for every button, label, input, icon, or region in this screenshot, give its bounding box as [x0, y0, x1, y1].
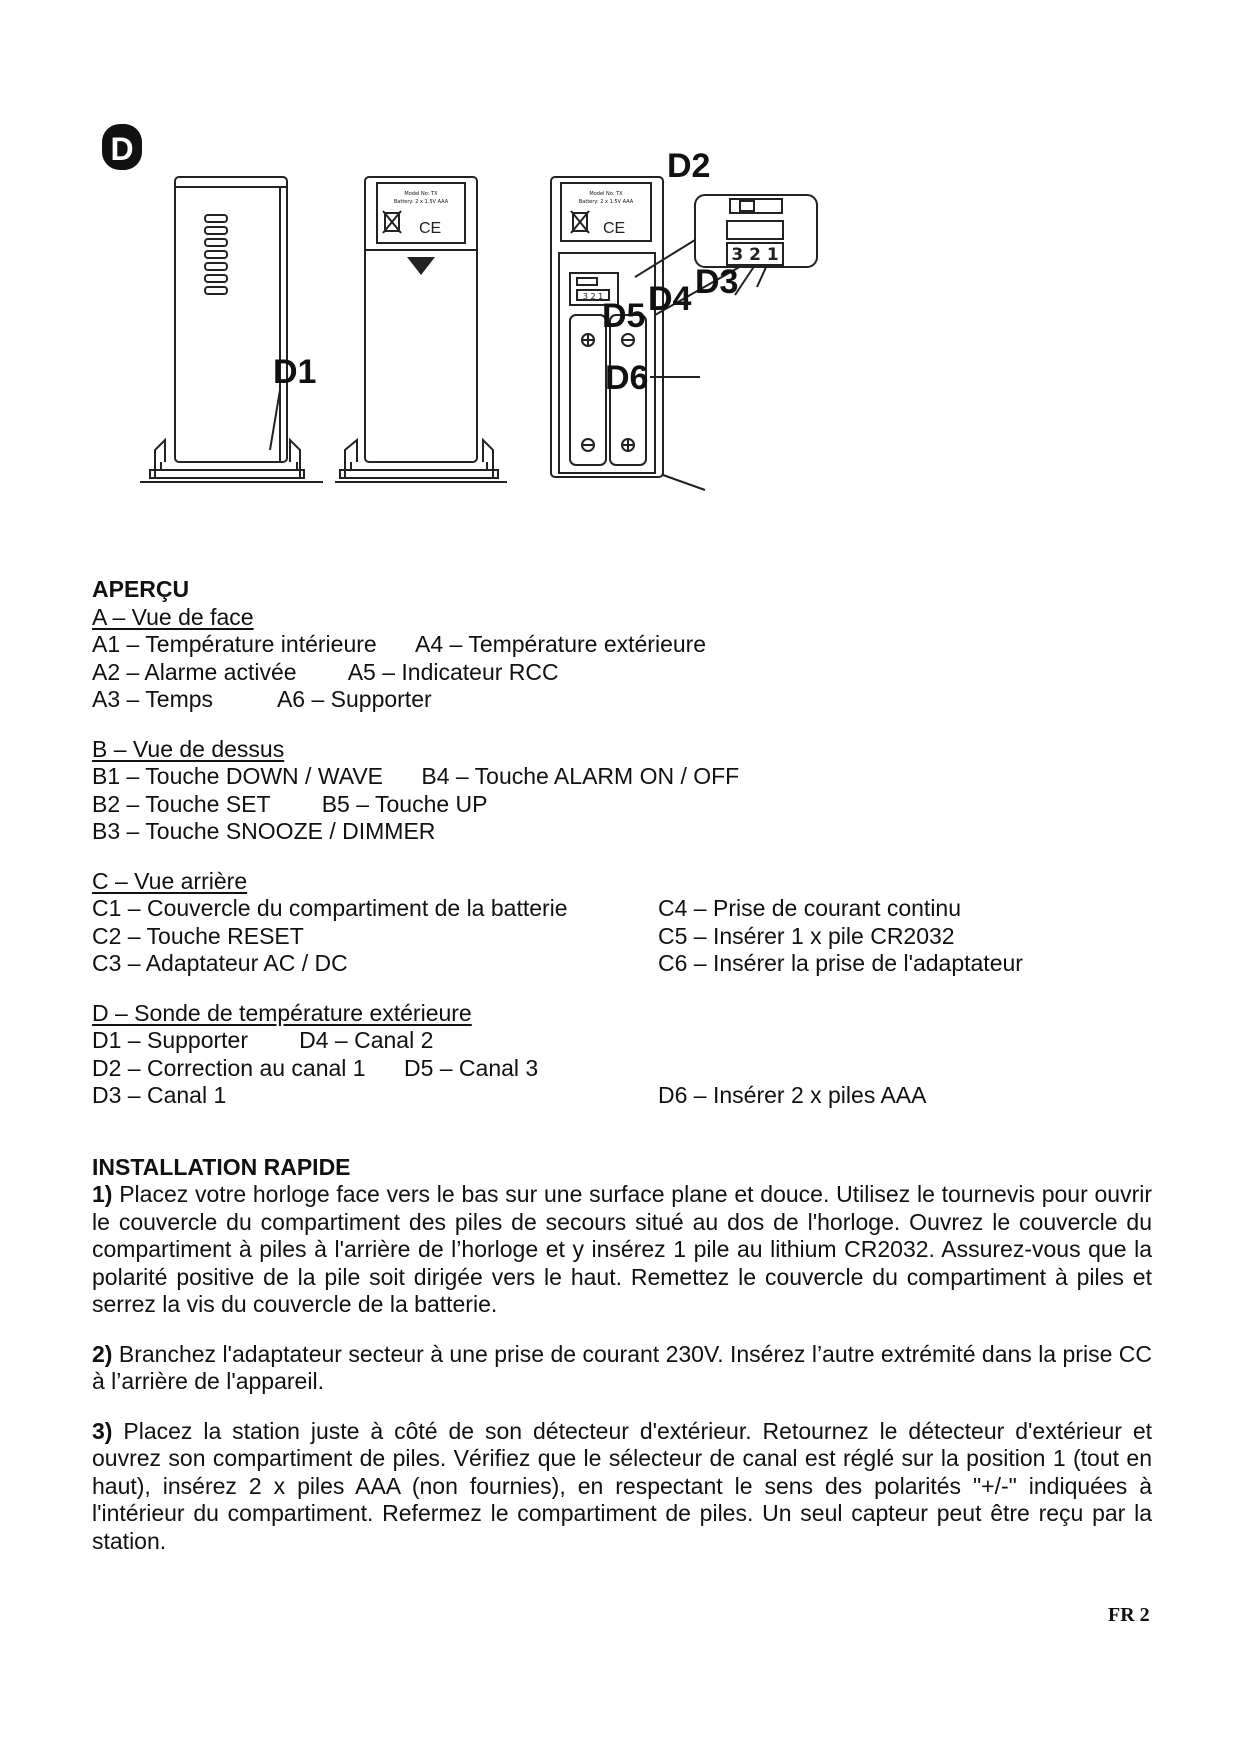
label-d3: D3 [695, 263, 739, 301]
section-d-row [92, 1027, 1152, 1055]
item-d3: D3 – Canal 1 [92, 1082, 227, 1108]
step-text: Branchez l'adaptateur secteur à une prise de courant 230V. Insérez l’autre extrémité dans la prise CC à l’arrière de l'appareil. [92, 1340, 1152, 1394]
section-d-heading: D – Sonde de température extérieure [92, 999, 472, 1026]
item-c2: C2 – Touche RESET [92, 922, 304, 949]
step-number: 3) [92, 1417, 113, 1444]
section-a-row [92, 659, 1152, 687]
label-d6: D6 [605, 359, 649, 397]
section-c-row [92, 923, 1152, 951]
step-number: 1) [92, 1181, 113, 1207]
ce-mark-icon: CE [419, 220, 442, 237]
step-text: Placez votre horloge face vers le bas sur une surface plane et douce. Utilisez le tournevis pour ouvrir le couvercle du compartiment des piles de secours situé au dos de l'horloge. Ouvrez le couvercle du compartiment à piles à l'arrière de l’horloge et y insérez 1 pile au lithium CR2032. Assurez-vous que la polarité positive de la pile soit dirigée vers le haut. Remettez le couvercle du compartiment à piles et serrez la vis du couvercle de la batterie. [92, 1181, 1152, 1317]
svg-text:Battery: 2 x 1.5V AAA: Battery: 2 x 1.5V AAA [393, 199, 449, 205]
step-number: 2) [92, 1340, 113, 1367]
item-a3: A3 – Temps [92, 686, 214, 712]
item-a2: A2 – Alarme activée [92, 658, 297, 685]
overview-title: APERÇU [92, 576, 190, 602]
section-c-row [92, 895, 1152, 923]
item-c5: C5 – Insérer 1 x pile CR2032 [658, 922, 955, 949]
section-badge-letter: D [110, 131, 134, 167]
label-d1: D1 [273, 353, 317, 391]
svg-text:CE: CE [603, 220, 626, 237]
item-b5: B5 – Touche UP [321, 790, 488, 817]
item-d1: D1 – Supporter [92, 1027, 248, 1053]
item-a1: A1 – Température intérieure [92, 631, 377, 657]
section-b-row [92, 791, 1152, 819]
channel-switch-zoom [270, 195, 817, 450]
item-c4: C4 – Prise de courant continu [658, 895, 962, 921]
installation-step-2 [92, 1341, 1152, 1396]
section-d-row [92, 1055, 1152, 1083]
section-badge [102, 124, 142, 170]
sensor-diagram [95, 115, 875, 545]
section-a-row [92, 686, 1152, 714]
label-d2: D2 [667, 147, 711, 185]
item-b4: B4 – Touche ALARM ON / OFF [421, 763, 740, 789]
sensor-front-view [140, 177, 323, 482]
item-b3: B3 – Touche SNOOZE / DIMMER [92, 818, 436, 844]
svg-text:3 2 1: 3 2 1 [582, 292, 604, 301]
page-number: FR 2 [1108, 1604, 1150, 1626]
item-c6: C6 – Insérer la prise de l'adaptateur [658, 950, 1023, 976]
item-d4: D4 – Canal 2 [299, 1027, 434, 1053]
item-c1: C1 – Couvercle du compartiment de la batterie [92, 895, 568, 921]
label-d5: D5 [602, 297, 646, 335]
installation-step-1 [92, 1181, 1152, 1319]
installation-step-3 [92, 1418, 1152, 1556]
section-c-row [92, 950, 1152, 978]
item-d5: D5 – Canal 3 [403, 1054, 539, 1081]
section-b-row [92, 818, 1152, 846]
installation-title: INSTALLATION RAPIDE [92, 1153, 351, 1180]
svg-text:Model No: TX: Model No: TX [404, 191, 438, 197]
section-b-heading: B – Vue de dessus [92, 735, 285, 762]
section-c-heading: C – Vue arrière [92, 867, 248, 894]
section-a-row [92, 631, 1152, 659]
step-text: Placez la station juste à côté de son détecteur d'extérieur. Retournez le détecteur d'extérieur et ouvrez son compartiment de piles. Vérifiez que le sélecteur de canal est réglé sur la position 1 (tout en haut), insérez 2 x piles AAA (non fournies), en respectant le sens des polarités "+/-" indiquées à l'intérieur du compartiment. Refermez le compartiment de piles. Un seul capteur peut être reçu par la station. [92, 1417, 1152, 1554]
item-a5: A5 – Indicateur RCC [347, 658, 559, 685]
section-d-row [92, 1082, 1152, 1110]
channel-digits: 3 2 1 [731, 245, 779, 265]
sensor-back-view [335, 177, 507, 482]
svg-text:Model No: TX: Model No: TX [589, 191, 623, 197]
section-a-heading: A – Vue de face [92, 603, 254, 630]
item-a4: A4 – Température extérieure [415, 631, 707, 657]
item-d2: D2 – Correction au canal 1 [92, 1054, 366, 1081]
svg-text:Battery: 2 x 1.5V AAA: Battery: 2 x 1.5V AAA [578, 199, 634, 205]
item-d6: D6 – Insérer 2 x piles AAA [658, 1082, 927, 1108]
sensor-illustration [95, 115, 875, 545]
item-a6: A6 – Supporter [276, 686, 432, 712]
item-b2: B2 – Touche SET [92, 790, 271, 817]
label-d4: D4 [648, 280, 692, 318]
item-b1: B1 – Touche DOWN / WAVE [92, 763, 384, 789]
manual-text [92, 576, 1152, 1555]
section-b-row [92, 763, 1152, 791]
item-c3: C3 – Adaptateur AC / DC [92, 950, 348, 976]
